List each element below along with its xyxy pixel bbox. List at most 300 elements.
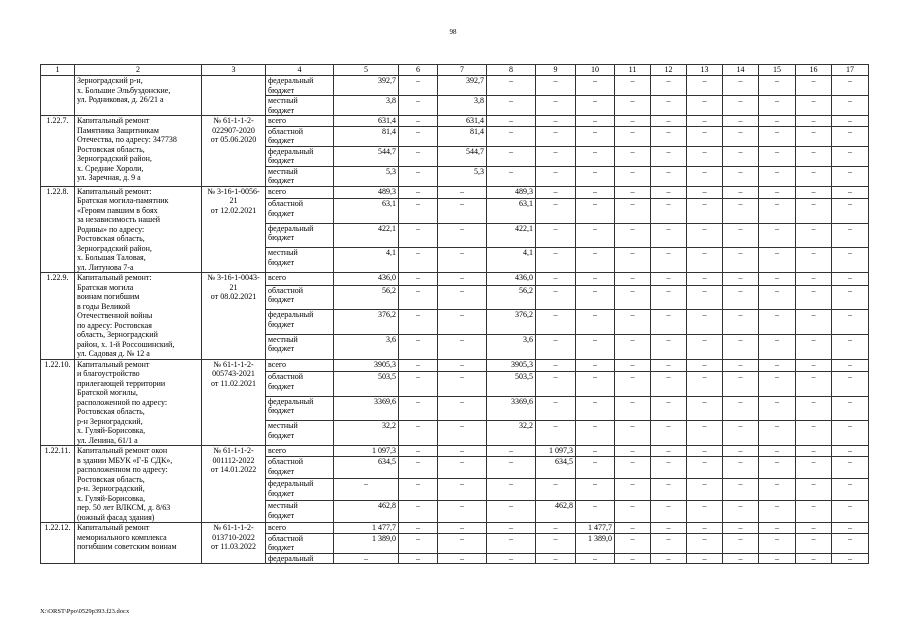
amount-cell: –	[487, 457, 536, 479]
amount-cell: –	[615, 523, 651, 534]
amount-cell: –	[687, 285, 723, 310]
object-name	[75, 446, 202, 523]
amount-cell: –	[615, 126, 651, 146]
amount-cell: –	[438, 533, 487, 553]
funding-source-line: бюджет	[268, 543, 295, 552]
amount-cell: –	[759, 359, 796, 372]
object-name-line: х. Гуляй-Борисовка,	[77, 493, 146, 503]
amount-cell: –	[334, 479, 399, 501]
amount-cell: –	[399, 553, 438, 564]
amount-cell: 436,0	[334, 273, 399, 286]
amount-cell: –	[796, 533, 832, 553]
funding-source-line: областной	[268, 533, 304, 543]
amount-cell: –	[832, 446, 869, 457]
amount-cell: –	[723, 310, 759, 335]
funding-source-line: бюджет	[268, 466, 295, 476]
column-number: 1	[41, 65, 75, 76]
table-row	[41, 186, 869, 199]
amount-cell: –	[615, 553, 651, 564]
amount-cell: –	[536, 523, 576, 534]
amount-cell: –	[759, 126, 796, 146]
amount-cell: –	[687, 76, 723, 96]
object-name-line: в здании МБУК «Г-Б СДК»,	[77, 455, 173, 465]
amount-cell: –	[796, 199, 832, 224]
amount-cell: –	[723, 553, 759, 564]
amount-cell: –	[615, 116, 651, 127]
amount-cell: –	[796, 457, 832, 479]
amount-cell: –	[759, 166, 796, 186]
amount-cell: –	[723, 457, 759, 479]
amount-cell: –	[536, 166, 576, 186]
amount-cell: –	[796, 446, 832, 457]
amount-cell: –	[536, 533, 576, 553]
object-name-line: ул. Литунова 7-а	[77, 262, 134, 272]
amount-cell: –	[615, 359, 651, 372]
amount-cell: 4,1	[334, 248, 399, 273]
object-name-line: расположенной по адресу:	[77, 397, 168, 407]
item-number: 1.22.9.	[41, 273, 75, 360]
expertise-document-line: от 11.03.2022	[210, 542, 257, 551]
amount-cell: 1 477,7	[576, 523, 615, 534]
amount-cell: –	[438, 285, 487, 310]
amount-cell: 1 097,3	[334, 446, 399, 457]
amount-cell: –	[615, 76, 651, 96]
amount-cell: –	[487, 501, 536, 523]
expertise-document	[202, 273, 266, 360]
column-number: 16	[796, 65, 832, 76]
funding-source-line: федеральный	[268, 223, 314, 233]
object-name-line: и благоустройство	[77, 369, 140, 378]
amount-cell: –	[615, 199, 651, 224]
amount-cell: –	[723, 116, 759, 127]
amount-cell: –	[651, 223, 687, 248]
amount-cell: –	[487, 146, 536, 166]
funding-source-line: областной	[268, 199, 304, 209]
amount-cell: –	[615, 96, 651, 116]
amount-cell: –	[576, 273, 615, 286]
amount-cell: –	[399, 446, 438, 457]
amount-cell: –	[487, 446, 536, 457]
amount-cell: –	[487, 116, 536, 127]
funding-source-line: бюджет	[268, 233, 295, 243]
object-name	[75, 76, 202, 116]
amount-cell: –	[687, 553, 723, 564]
amount-cell: –	[832, 421, 869, 446]
object-name-line: Отечественной войны	[77, 311, 153, 320]
amount-cell: –	[796, 359, 832, 372]
funding-source-line: бюджет	[268, 488, 295, 498]
expertise-document-line: № 61-1-1-2-	[213, 359, 254, 369]
amount-cell: –	[576, 223, 615, 248]
funding-source	[266, 553, 334, 564]
amount-cell: –	[651, 285, 687, 310]
amount-cell: 56,2	[334, 285, 399, 310]
amount-cell: 81,4	[334, 126, 399, 146]
amount-cell: –	[615, 501, 651, 523]
amount-cell: –	[687, 523, 723, 534]
amount-cell: –	[487, 533, 536, 553]
expertise-document-line: от 12.02.2021	[210, 205, 257, 215]
object-name-line: район, х. 1-й Россошинский,	[77, 339, 175, 349]
object-name-line: Ростовская область,	[77, 234, 145, 243]
amount-cell: –	[832, 223, 869, 248]
amount-cell: –	[687, 116, 723, 127]
amount-cell: –	[576, 310, 615, 335]
amount-cell: –	[576, 166, 615, 186]
object-name-line: ул. Садовая д. № 12 а	[77, 349, 150, 358]
object-name	[75, 186, 202, 273]
funding-source-line: бюджет	[268, 257, 295, 267]
amount-cell: –	[651, 116, 687, 127]
amount-cell: –	[487, 96, 536, 116]
column-number: 12	[651, 65, 687, 76]
amount-cell: 5,3	[334, 166, 399, 186]
amount-cell: –	[399, 248, 438, 273]
amount-cell: –	[438, 421, 487, 446]
object-name-line: мемориального комплекса	[77, 532, 167, 542]
amount-cell: –	[832, 396, 869, 421]
amount-cell: –	[399, 501, 438, 523]
amount-cell: –	[438, 523, 487, 534]
amount-cell: –	[687, 533, 723, 553]
amount-cell: –	[438, 223, 487, 248]
page-number: 98	[449, 28, 457, 36]
amount-cell: –	[687, 396, 723, 421]
amount-cell: –	[438, 186, 487, 199]
object-name	[75, 359, 202, 446]
amount-cell: –	[615, 273, 651, 286]
object-name-line: Зерноградский район,	[77, 243, 152, 253]
funding-source-line: бюджет	[268, 105, 295, 115]
object-name-line: за независимость нашей	[77, 215, 161, 224]
funding-source-line: местный	[268, 96, 298, 105]
amount-cell: 56,2	[487, 285, 536, 310]
funding-source	[266, 285, 334, 310]
amount-cell: –	[399, 126, 438, 146]
object-name-line: (южный фасад здания)	[77, 512, 155, 522]
funding-source	[266, 372, 334, 397]
object-name-line: по адресу: Ростовская	[77, 320, 152, 330]
amount-cell: –	[723, 248, 759, 273]
funding-source-line: местный	[268, 421, 298, 431]
amount-cell: –	[576, 446, 615, 457]
funding-source-line: всего	[268, 359, 287, 369]
amount-cell: –	[687, 146, 723, 166]
amount-cell: –	[759, 372, 796, 397]
amount-cell: –	[723, 372, 759, 397]
amount-cell: 634,5	[334, 457, 399, 479]
funding-source-line: бюджет	[268, 85, 295, 95]
amount-cell: –	[651, 166, 687, 186]
amount-cell: –	[759, 446, 796, 457]
amount-cell: –	[832, 285, 869, 310]
amount-cell: –	[687, 421, 723, 446]
amount-cell: –	[759, 273, 796, 286]
expertise-document-line: от 14.01.2022	[210, 465, 257, 474]
expertise-document-line: от 11.02.2021	[210, 378, 257, 388]
funding-source	[266, 248, 334, 273]
column-number: 14	[723, 65, 759, 76]
amount-cell: –	[796, 501, 832, 523]
expertise-document-line: № 61-1-1-2-	[213, 523, 254, 532]
amount-cell: –	[759, 501, 796, 523]
expertise-document-line: № 61-1-1-2-	[213, 446, 254, 455]
amount-cell: –	[438, 553, 487, 564]
funding-source-line: федеральный	[268, 310, 314, 320]
amount-cell: –	[487, 76, 536, 96]
object-name-line: Отечества, по адресу: 347738	[77, 135, 177, 144]
object-name-line: расположенном по адресу:	[77, 465, 168, 474]
amount-cell: –	[687, 359, 723, 372]
amount-cell: –	[438, 501, 487, 523]
object-name-line: Ростовская область,	[77, 474, 145, 484]
funding-source-line: бюджет	[268, 381, 295, 391]
amount-cell: –	[615, 396, 651, 421]
amount-cell: –	[687, 96, 723, 116]
amount-cell: –	[615, 223, 651, 248]
amount-cell: –	[536, 248, 576, 273]
object-name-line: Зерноградский р-н,	[77, 76, 143, 85]
amount-cell: –	[651, 186, 687, 199]
object-name-line: «Героям павшим в боях	[77, 205, 158, 215]
amount-cell: –	[576, 372, 615, 397]
amount-cell: –	[759, 533, 796, 553]
amount-cell: –	[651, 199, 687, 224]
amount-cell: –	[399, 457, 438, 479]
expertise-document-line: 21	[229, 196, 238, 205]
amount-cell: –	[759, 76, 796, 96]
object-name-line: Памятника Защитникам	[77, 125, 159, 135]
funding-source-line: федеральный	[268, 479, 314, 489]
amount-cell: –	[576, 285, 615, 310]
amount-cell: –	[438, 457, 487, 479]
object-name-line: р-н. Зерноградский,	[77, 484, 145, 493]
amount-cell: –	[399, 96, 438, 116]
amount-cell: 32,2	[487, 421, 536, 446]
amount-cell: –	[651, 76, 687, 96]
amount-cell: –	[687, 248, 723, 273]
amount-cell: –	[615, 285, 651, 310]
funding-source	[266, 126, 334, 146]
amount-cell: –	[536, 199, 576, 224]
amount-cell: –	[536, 359, 576, 372]
amount-cell: –	[759, 285, 796, 310]
amount-cell: –	[796, 146, 832, 166]
funding-source-line: федеральный	[268, 553, 314, 563]
amount-cell: 1 477,7	[334, 523, 399, 534]
expertise-document-line: 001112-2022	[212, 455, 255, 465]
expertise-document-line: от 08.02.2021	[210, 292, 257, 301]
amount-cell: –	[723, 523, 759, 534]
amount-cell: –	[832, 334, 869, 359]
amount-cell: –	[615, 166, 651, 186]
item-number: 1.22.11.	[41, 446, 75, 523]
amount-cell: 489,3	[334, 186, 399, 199]
amount-cell: –	[615, 146, 651, 166]
amount-cell: –	[832, 523, 869, 534]
amount-cell: –	[759, 116, 796, 127]
funding-source-line: бюджет	[268, 430, 295, 440]
amount-cell: –	[796, 553, 832, 564]
amount-cell: –	[832, 116, 869, 127]
funding-source	[266, 146, 334, 166]
amount-cell: 489,3	[487, 186, 536, 199]
amount-cell: 422,1	[487, 223, 536, 248]
amount-cell: –	[796, 248, 832, 273]
amount-cell: –	[615, 310, 651, 335]
table-row	[41, 273, 869, 286]
amount-cell: –	[723, 199, 759, 224]
amount-cell: –	[651, 273, 687, 286]
object-name-line: область, Зерноградский	[77, 330, 158, 339]
amount-cell: –	[438, 396, 487, 421]
amount-cell: –	[651, 359, 687, 372]
amount-cell: 376,2	[334, 310, 399, 335]
funding-source	[266, 523, 334, 534]
funding-source-line: федеральный	[268, 396, 314, 406]
amount-cell: –	[399, 285, 438, 310]
expertise-document	[202, 116, 266, 187]
amount-cell: 503,5	[334, 372, 399, 397]
amount-cell: –	[723, 501, 759, 523]
amount-cell: –	[576, 199, 615, 224]
object-name-line: Капитальный ремонт:	[77, 273, 152, 282]
amount-cell: –	[832, 126, 869, 146]
funding-source-line: всего	[268, 523, 287, 532]
amount-cell: 544,7	[334, 146, 399, 166]
amount-cell: –	[651, 446, 687, 457]
object-name-line: х. Большая Таловая,	[77, 253, 146, 262]
funding-source	[266, 96, 334, 116]
funding-source	[266, 116, 334, 127]
amount-cell: –	[536, 96, 576, 116]
amount-cell: –	[615, 457, 651, 479]
amount-cell: 376,2	[487, 310, 536, 335]
header-row	[41, 65, 869, 76]
amount-cell: 3369,6	[487, 396, 536, 421]
amount-cell: 3,6	[334, 334, 399, 359]
funding-source	[266, 166, 334, 186]
amount-cell: –	[399, 186, 438, 199]
amount-cell: –	[723, 446, 759, 457]
object-name-line: х. Большие Эльбуздонские,	[77, 85, 171, 95]
funding-source-line: бюджет	[268, 208, 295, 218]
amount-cell: –	[832, 501, 869, 523]
amount-cell: –	[796, 334, 832, 359]
expertise-document-line: 022907-2020	[212, 125, 255, 135]
object-name-line: ул. Заречная, д. 9 а	[77, 173, 141, 182]
amount-cell: –	[796, 96, 832, 116]
amount-cell: 4,1	[487, 248, 536, 273]
amount-cell: –	[796, 273, 832, 286]
amount-cell: –	[438, 479, 487, 501]
amount-cell: 1 389,0	[576, 533, 615, 553]
amount-cell: –	[536, 372, 576, 397]
amount-cell: –	[536, 186, 576, 199]
amount-cell: –	[399, 523, 438, 534]
amount-cell: –	[651, 334, 687, 359]
expertise-document-line: 013710-2022	[212, 532, 255, 542]
amount-cell: –	[796, 126, 832, 146]
amount-cell: –	[399, 479, 438, 501]
column-number: 7	[438, 65, 487, 76]
funding-source	[266, 199, 334, 224]
amount-cell: 3369,6	[334, 396, 399, 421]
column-number: 3	[202, 65, 266, 76]
amount-cell: 5,3	[438, 166, 487, 186]
column-number: 17	[832, 65, 869, 76]
amount-cell: –	[832, 359, 869, 372]
amount-cell: –	[832, 553, 869, 564]
amount-cell: –	[687, 199, 723, 224]
amount-cell: –	[796, 116, 832, 127]
object-name-line: р-н Зерноградский,	[77, 416, 143, 426]
amount-cell: 392,7	[438, 76, 487, 96]
amount-cell: 503,5	[487, 372, 536, 397]
amount-cell: –	[832, 372, 869, 397]
funding-source	[266, 421, 334, 446]
column-number: 8	[487, 65, 536, 76]
funding-source-line: местный	[268, 248, 298, 258]
amount-cell: –	[759, 223, 796, 248]
object-name-line: пер. 50 лет ВЛКСМ, д. 8/63	[77, 503, 171, 512]
column-number: 9	[536, 65, 576, 76]
column-number: 5	[334, 65, 399, 76]
amount-cell: –	[615, 186, 651, 199]
funding-source-line: всего	[268, 446, 287, 455]
amount-cell: –	[487, 553, 536, 564]
object-name-line: Зерноградский район,	[77, 154, 152, 163]
object-name-line: Братская могила-памятник	[77, 196, 169, 205]
amount-cell: –	[576, 457, 615, 479]
amount-cell: 3905,3	[487, 359, 536, 372]
funding-source	[266, 396, 334, 421]
table-row	[41, 76, 869, 96]
funding-source-line: бюджет	[268, 156, 295, 165]
budget-table	[40, 64, 869, 564]
funding-source	[266, 446, 334, 457]
column-number: 13	[687, 65, 723, 76]
object-name-line: Братской могилы,	[77, 388, 138, 397]
amount-cell: –	[723, 396, 759, 421]
amount-cell: –	[576, 116, 615, 127]
amount-cell: –	[576, 334, 615, 359]
funding-source-line: федеральный	[268, 76, 314, 85]
amount-cell: 3905,3	[334, 359, 399, 372]
funding-source	[266, 359, 334, 372]
amount-cell: –	[399, 421, 438, 446]
amount-cell: –	[759, 523, 796, 534]
object-name-line: Братская могила	[77, 282, 134, 292]
funding-source-line: всего	[268, 116, 287, 125]
column-number: 2	[75, 65, 202, 76]
amount-cell: –	[651, 126, 687, 146]
amount-cell: –	[687, 446, 723, 457]
amount-cell: –	[487, 166, 536, 186]
object-name-line: прилегающей территории	[77, 378, 166, 388]
funding-source	[266, 186, 334, 199]
amount-cell: –	[615, 533, 651, 553]
amount-cell: –	[576, 146, 615, 166]
amount-cell: –	[536, 334, 576, 359]
amount-cell: –	[399, 146, 438, 166]
amount-cell: 32,2	[334, 421, 399, 446]
amount-cell: –	[651, 533, 687, 553]
amount-cell: –	[438, 248, 487, 273]
amount-cell: –	[399, 76, 438, 96]
funding-source-line: местный	[268, 501, 298, 511]
amount-cell: –	[723, 285, 759, 310]
